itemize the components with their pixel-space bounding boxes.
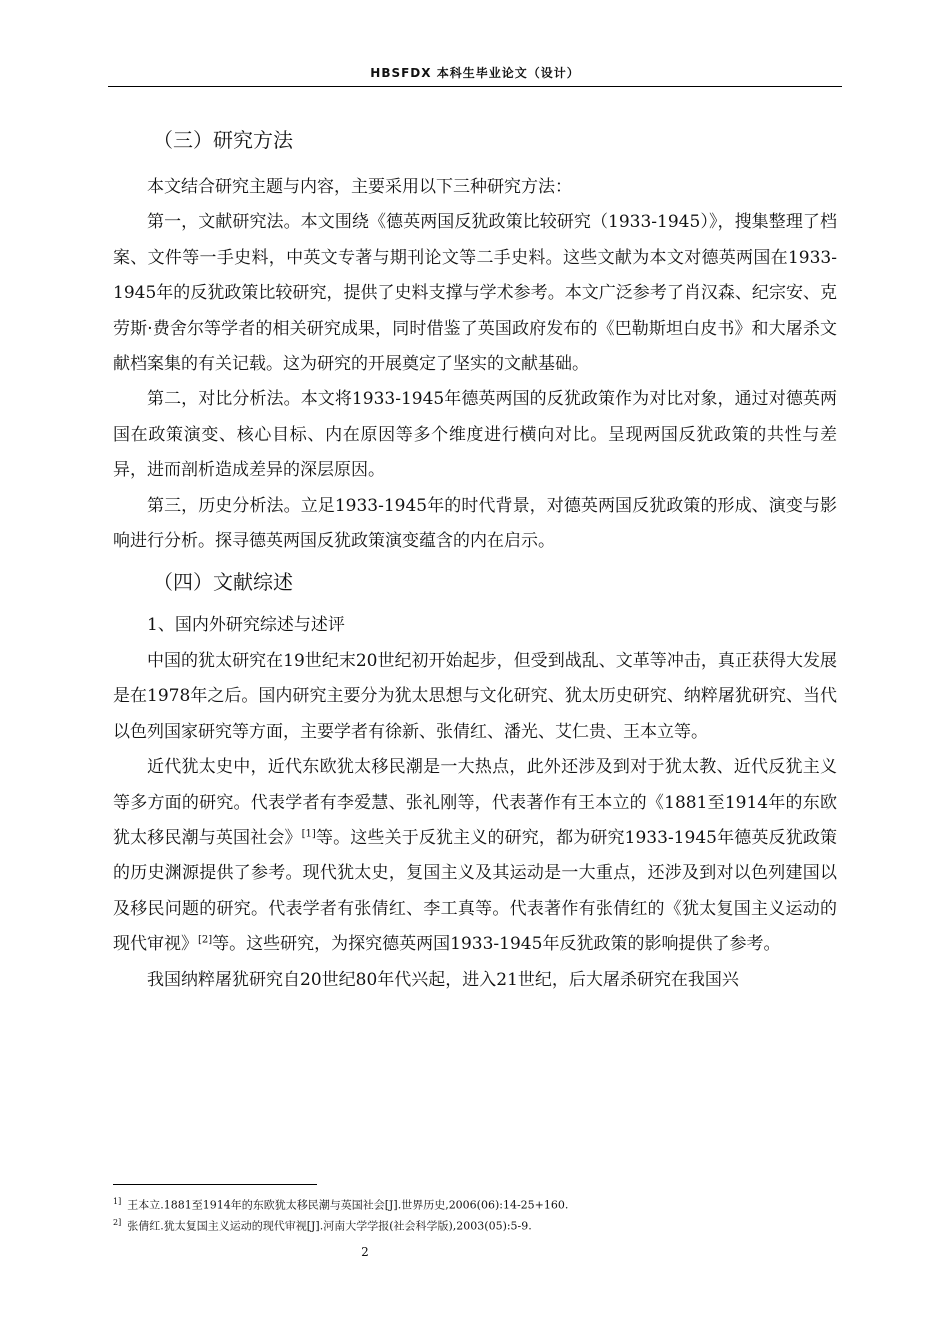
section-heading-methods: （三）研究方法 (153, 128, 293, 152)
page-number: 2 (361, 1245, 369, 1259)
footnote-text: 王本立.1881至1914年的东欧犹太移民潮与英国社会[J].世界历史,2006(06):14-25+160. (127, 1198, 569, 1212)
paragraph-text-part: 近代犹太史中，近代东欧犹太移民潮是一大热点，此外还涉及到对于犹太教、近代反犹主义等多方面的研究。代表学者有李爱慧、张礼刚等，代表著作有王本立的《1881至1914年的东欧犹太移民潮与英国社会》 (113, 757, 837, 848)
paragraph-method-literature: 第一，文献研究法。本文围绕《德英两国反犹政策比较研究（1933-1945）》，搜集整理了档案、文件等一手史料，中英文专著与期刊论文等二手史料。这些文献为本文对德英两国在1933-1945年的反犹政策比较研究，提供了史料支撑与学术参考。本文广泛参考了肖汉森、纪宗安、克劳斯·费舍尔等学者的相关研究成果，同时借鉴了英国政府发布的《巴勒斯坦白皮书》和大屠杀文献档案集的有关记载。这为研究的开展奠定了坚实的文献基础。 (113, 212, 837, 375)
footnote-mark: 2] (113, 1217, 122, 1227)
citation-ref-1[interactable]: [1] (301, 828, 316, 840)
citation-ref-2[interactable]: [2] (198, 934, 213, 946)
paragraph-review-modern-jewish-history (113, 750, 837, 962)
paragraph-method-historical: 第三，历史分析法。立足1933-1945年的时代背景，对德英两国反犹政策的形成、演变与影响进行分析。探寻德英两国反犹政策演变蕴含的内在启示。 (113, 495, 837, 552)
footnote-text: 张倩红.犹太复国主义运动的现代审视[J].河南大学学报(社会科学版),2003(05):5-9. (127, 1219, 532, 1233)
footnote-item (113, 1214, 837, 1235)
paragraph-method-comparison: 第二，对比分析法。本文将1933-1945年德英两国的反犹政策作为对比对象，通过对德英两国在政策演变、核心目标、内在原因等多个维度进行横向对比。呈现两国反犹政策的共性与差异，进而剖析造成差异的深层原因。 (113, 389, 837, 481)
paragraph-review-holocaust: 我国纳粹屠犹研究自20世纪80年代兴起，进入21世纪，后大屠杀研究在我国兴 (147, 969, 739, 990)
subheading-research-review: 1、国内外研究综述与述评 (147, 615, 345, 636)
header-rule (108, 86, 842, 87)
footnote-item (113, 1193, 837, 1214)
running-header: HBSFDX 本科生毕业论文（设计） (370, 66, 580, 80)
body-content (113, 120, 837, 998)
paragraph-methods-intro: 本文结合研究主题与内容，主要采用以下三种研究方法： (147, 177, 572, 197)
paragraph-text-part: 等。这些关于反犹主义的研究，都为研究1933-1945年德英反犹政策的历史渊源提供了参考。现代犹太史，复国主义及其运动是一大重点，还涉及到对以色列建国以及移民问题的研究。代表学者有张倩红、李工真等。代表著作有张倩红的《犹太复国主义运动的现代审视》 (113, 827, 837, 955)
footnote-mark: 1] (113, 1197, 122, 1206)
paragraph-review-china: 中国的犹太研究在19世纪末20世纪初开始起步，但受到战乱、文革等冲击，真正获得大发展是在1978年之后。国内研究主要分为犹太思想与文化研究、犹太历史研究、纳粹屠犹研究、当代以色列国家研究等方面，主要学者有徐新、张倩红、潘光、艾仁贵、王本立等。 (113, 650, 837, 742)
footnotes (113, 1193, 837, 1234)
section-heading-literature-review: （四）文献综述 (153, 570, 293, 595)
paragraph-text-part: 等。这些研究，为探究德英两国1933-1945年反犹政策的影响提供了参考。 (212, 934, 781, 955)
footnote-separator (113, 1184, 317, 1185)
